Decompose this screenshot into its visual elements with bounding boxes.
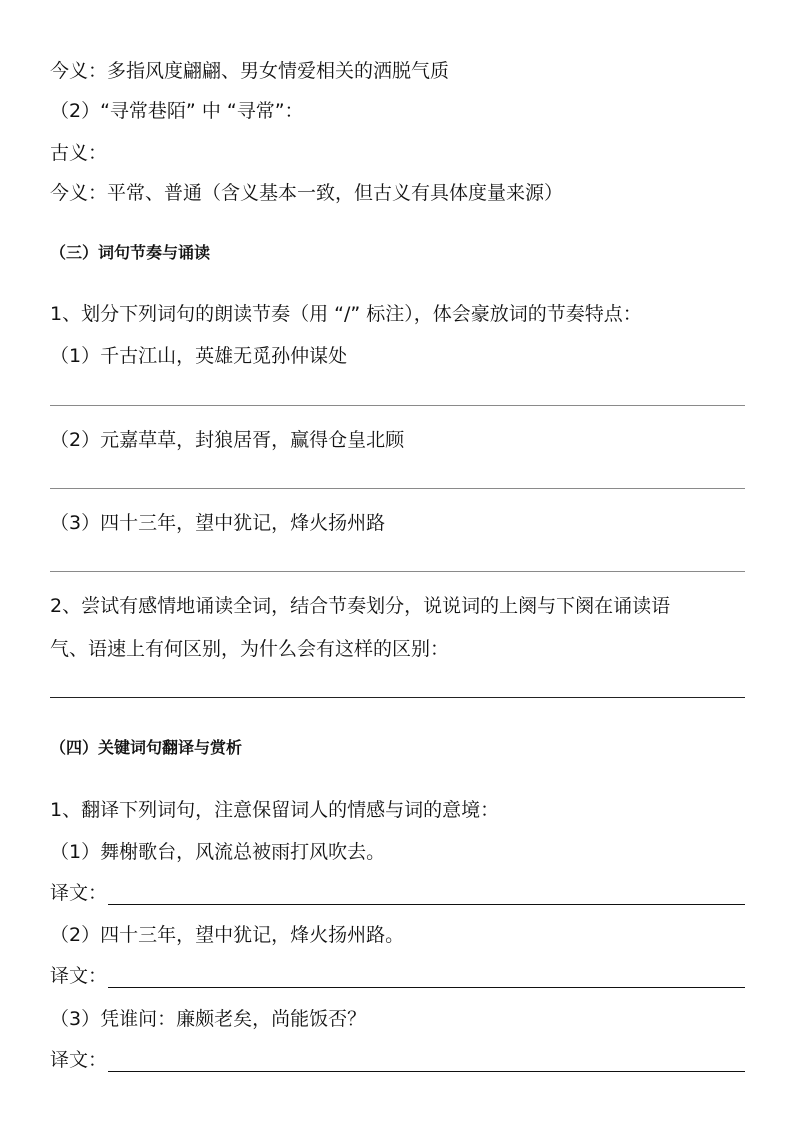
translation-answer-line[interactable]	[108, 987, 745, 988]
translation-label: 译文：	[50, 882, 108, 904]
section-3-heading: （三）词句节奏与诵读	[50, 243, 211, 262]
translation-item-2: （2）四十三年，望中犹记，烽火扬州路。	[50, 924, 405, 946]
answer-line[interactable]	[50, 488, 745, 489]
translation-item-1: （1）舞榭歌台，风流总被雨打风吹去。	[50, 841, 386, 863]
item-2-heading: （2）“寻常巷陌” 中 “寻常”：	[50, 100, 304, 122]
answer-line[interactable]	[50, 405, 745, 406]
modern-meaning-line-2: 今义：平常、普通（含义基本一致，但古义有具体度量来源）	[50, 182, 564, 204]
translation-label: 译文：	[50, 1049, 108, 1071]
question-1-item-3: （3）四十三年，望中犹记，烽火扬州路	[50, 512, 386, 534]
translation-answer-line[interactable]	[108, 904, 745, 905]
question-1-item-1: （1）千古江山，英雄无觅孙仲谋处	[50, 345, 348, 367]
modern-meaning-line: 今义：多指风度翩翩、男女情爱相关的洒脱气质	[50, 60, 450, 82]
section-4-heading: （四）关键词句翻译与赏析	[50, 738, 243, 757]
question-2-line-1: 2、尝试有感情地诵读全词，结合节奏划分，说说词的上阕与下阕在诵读语	[50, 595, 671, 617]
question-1: 1、划分下列词句的朗读节奏（用 “/” 标注），体会豪放词的节奏特点：	[50, 303, 642, 325]
question-2-line-2: 气、语速上有何区别，为什么会有这样的区别：	[50, 638, 450, 660]
translation-item-3: （3）凭谁问：廉颇老矣，尚能饭否？	[50, 1008, 367, 1030]
translation-answer-line[interactable]	[108, 1071, 745, 1072]
question-1-item-2: （2）元嘉草草，封狼居胥，赢得仓皇北顾	[50, 429, 405, 451]
translation-label: 译文：	[50, 965, 108, 987]
ancient-meaning-line: 古义：	[50, 142, 108, 164]
translation-question: 1、翻译下列词句，注意保留词人的情感与词的意境：	[50, 799, 500, 821]
answer-line[interactable]	[50, 571, 745, 572]
answer-line[interactable]	[50, 697, 745, 698]
